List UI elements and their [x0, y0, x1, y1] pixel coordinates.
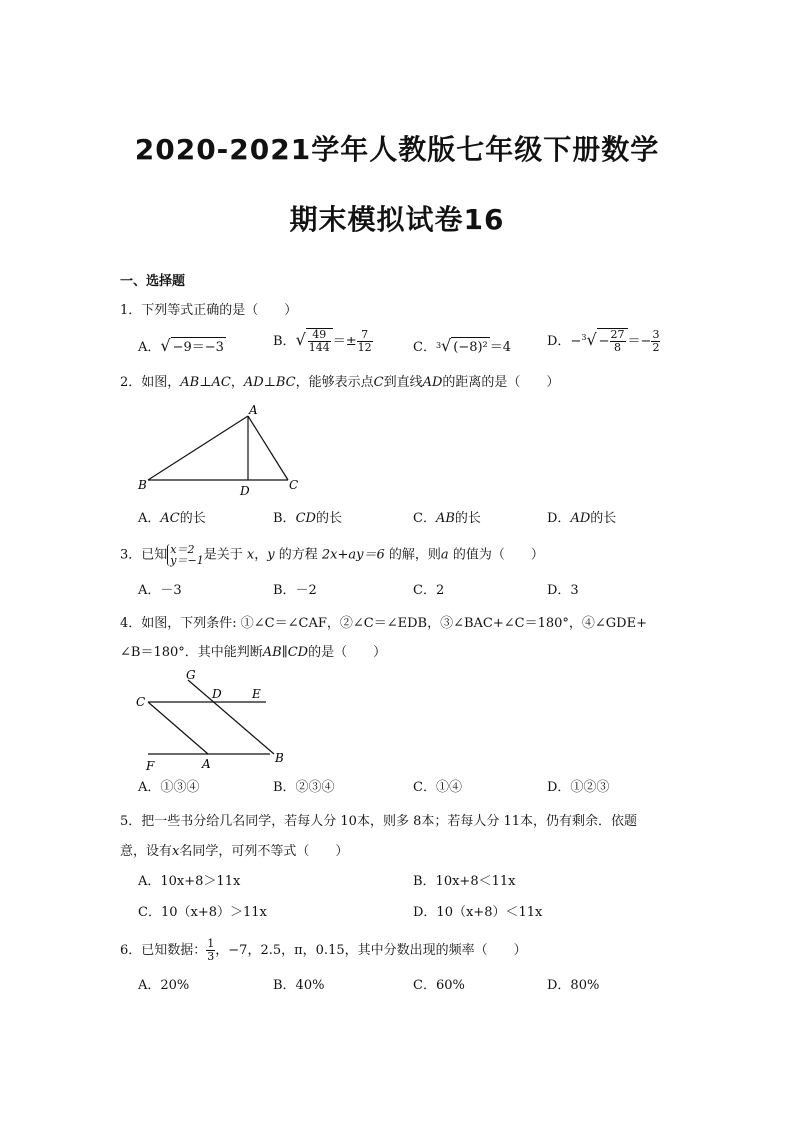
q4-option-d: D．①②③: [547, 780, 610, 795]
q5-option-d: D．10（x+8）＜11x: [413, 905, 543, 920]
q4-option-c: C．①④: [413, 780, 462, 795]
q4-option-a: A．①③④: [138, 780, 200, 795]
q6-option-b: B．40%: [273, 978, 325, 993]
q1-option-c: C．$^3$√ (−8)² ＝4: [413, 336, 511, 358]
q2-option-d: D．AD的长: [547, 511, 617, 526]
q1-option-d: D．−$^3$√ − $\frac{27}{8}$ ＝− $\frac{3}{2}$: [547, 328, 660, 354]
q3-option-c: C．2: [413, 583, 445, 598]
q4-parallel-lines-diagram: [130, 664, 300, 776]
label-e: E: [252, 687, 261, 701]
q6-option-d: D．80%: [547, 978, 600, 993]
q5-option-b: B．10x+8＜11x: [413, 874, 516, 889]
q1-option-a: A．√ −9＝−3: [138, 336, 226, 358]
question-4-line-2: ∠B＝180°．其中能判断AB∥CD的是（ ）: [120, 645, 387, 660]
question-5-line-1: 5．把一些书分给几名同学，若每人分 10本，则多 8本；若每人分 11本，仍有剩余．依题: [120, 814, 638, 829]
label-c: C: [136, 695, 146, 709]
label-d: D: [240, 484, 250, 498]
label-b: B: [138, 478, 147, 492]
question-2-stem: 2．如图，AB⊥AC，AD⊥BC，能够表示点C到直线AD的距离的是（ ）: [120, 375, 560, 390]
question-1-stem: 1．下列等式正确的是（ ）: [120, 303, 298, 318]
q5-option-a: A．10x+8＞11x: [138, 874, 241, 889]
section-heading: 一、选择题: [120, 274, 186, 289]
label-b: B: [275, 751, 284, 765]
q2-option-a: A．AC的长: [138, 511, 206, 526]
q2-triangle-diagram: [130, 400, 310, 500]
q2-option-b: B．CD的长: [273, 511, 342, 526]
question-6-stem: 6．已知数据： $\frac{1}{3}$ ，−7，2.5，π，0.15，其中分数出现的频率（ ）: [120, 937, 527, 963]
q6-option-a: A．20%: [138, 978, 190, 993]
q2-option-c: C．AB的长: [413, 511, 481, 526]
question-4-line-1: 4．如图，下列条件: ①∠C＝∠CAF，②∠C＝∠EDB，③∠BAC+∠C＝180°，④∠GDE+: [120, 616, 647, 631]
question-5-line-2: 意，设有x名同学，可列不等式（ ）: [120, 844, 349, 859]
label-a: A: [249, 403, 258, 417]
label-a: A: [202, 757, 211, 771]
q1-option-b: B．√ $\frac{49}{144}$ ＝± $\frac{7}{12}$: [273, 328, 372, 354]
label-d: D: [212, 687, 222, 701]
q3-option-d: D．3: [547, 583, 579, 598]
title-line-2: 期末模拟试卷16: [289, 203, 505, 236]
label-f: F: [146, 759, 155, 773]
q4-option-b: B．②③④: [273, 780, 335, 795]
question-3-stem: 3．已知 x＝2 y＝−1 是关于 x，y 的方程 2x+ay＝6 的解，则a 的值为（ ）: [120, 543, 544, 567]
q3-option-a: A．－3: [138, 583, 182, 598]
q3-option-b: B．－2: [273, 583, 317, 598]
title-line-1: 2020-2021学年人教版七年级下册数学: [134, 133, 660, 166]
q6-option-c: C．60%: [413, 978, 465, 993]
label-g: G: [186, 668, 196, 682]
label-c: C: [289, 478, 299, 492]
q5-option-c: C．10（x+8）＞11x: [138, 905, 267, 920]
